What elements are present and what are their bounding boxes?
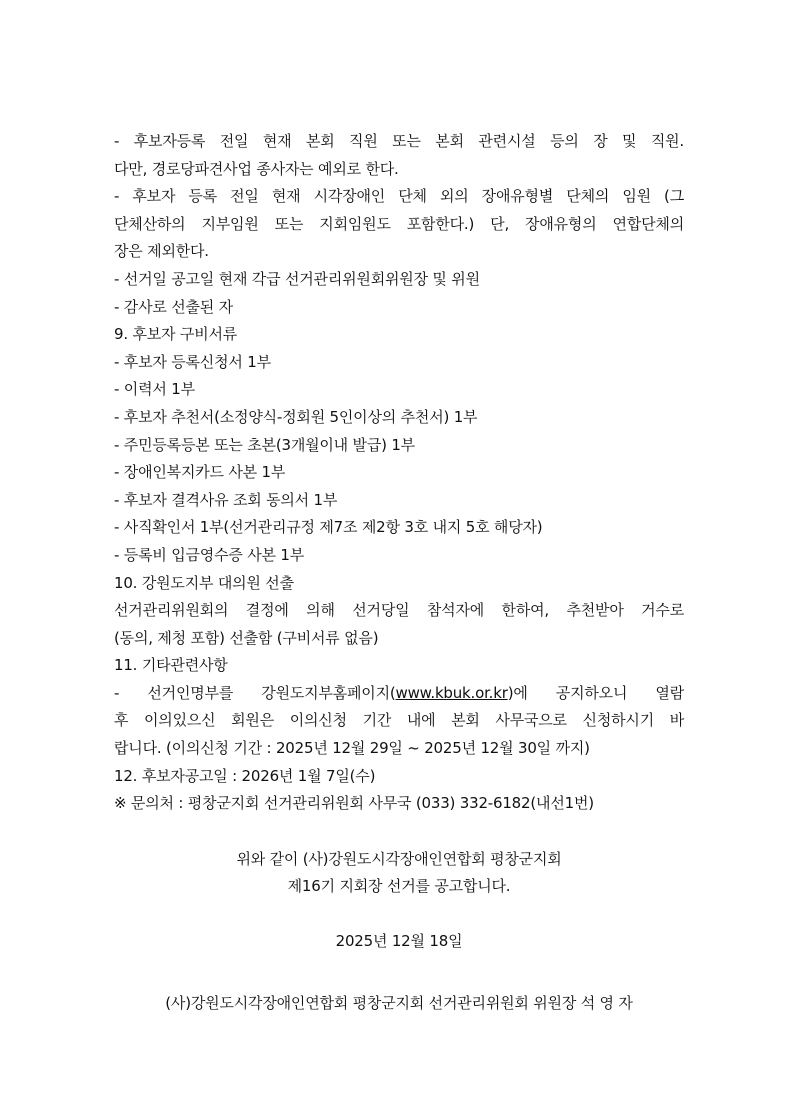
text-line: 선거관리위원회의 결정에 의해 선거당일 참석자에 한하여, 추천받아 거수로 — [114, 601, 684, 620]
text-line: 다만, 경로당파견사업 종사자는 예외로 한다. — [114, 159, 399, 178]
notice-line: 후 이의있으신 회원은 이의신청 기간 내에 본회 사무국으로 신청하시기 바 — [114, 711, 684, 730]
list-item: - 후보자 추천서(소정양식-정회원 5인이상의 추천서) 1부 — [114, 407, 478, 426]
text-line: - 후보자 등록 전일 현재 시각장애인 단체 외의 장애유형별 단체의 임원 (그 — [114, 187, 684, 206]
signature-line: (사)강원도시각장애인연합회 평창군지회 선거관리위원회 위원장 석 영 자 — [165, 993, 633, 1012]
list-item: - 후보자 등록신청서 1부 — [114, 352, 271, 371]
text-line: - 감사로 선출된 자 — [114, 297, 233, 316]
list-item: - 이력서 1부 — [114, 380, 195, 399]
text-line: 장은 제외한다. — [114, 242, 209, 261]
homepage-link[interactable]: www.kbuk.or.kr — [395, 683, 508, 702]
text-line: - 선거일 공고일 현재 각급 선거관리위원회위원장 및 위원 — [114, 269, 480, 288]
announcement-line: 위와 같이 (사)강원도시각장애인연합회 평창군지회 — [236, 849, 562, 868]
announcement-date: 2025년 12월 18일 — [335, 932, 463, 951]
text-line: - 후보자등록 전일 현재 본회 직원 또는 본회 관련시설 등의 장 및 직원. — [114, 132, 684, 150]
list-item: - 등록비 입금영수증 사본 1부 — [114, 545, 305, 564]
contact-info: ※ 문의처 : 평창군지회 선거관리위원회 사무국 (033) 332-6182(내선1번) — [114, 794, 594, 813]
list-item: - 장애인복지카드 사본 1부 — [114, 463, 286, 482]
notice-prefix: - 선거인명부를 강원도지부홈페이지( — [114, 683, 396, 702]
notice-line: 랍니다. (이의신청 기간 : 2025년 12월 29일 ~ 2025년 12월 30일 까지) — [114, 739, 590, 758]
notice-suffix: )에 공지하오니 열람 — [507, 683, 684, 702]
section-heading: 9. 후보자 구비서류 — [114, 325, 238, 344]
text-line: 단체산하의 지부임원 또는 지회임원도 포함한다.) 단, 장애유형의 연합단체의 — [114, 214, 684, 233]
list-item: - 사직확인서 1부(선거관리규정 제7조 제2항 3호 내지 5호 해당자) — [114, 518, 543, 537]
list-item: - 후보자 결격사유 조회 동의서 1부 — [114, 490, 338, 509]
list-item: - 주민등록등본 또는 초본(3개월이내 발급) 1부 — [114, 435, 415, 454]
announcement-line: 제16기 지회장 선거를 공고합니다. — [287, 877, 511, 896]
section-heading: 11. 기타관련사항 — [114, 656, 228, 675]
section-heading: 10. 강원도지부 대의원 선출 — [114, 573, 294, 592]
document-body — [114, 128, 684, 1017]
notice-line — [114, 680, 684, 708]
text-line: (동의, 제청 포함) 선출함 (구비서류 없음) — [114, 628, 379, 647]
section-heading: 12. 후보자공고일 : 2026년 1월 7일(수) — [114, 766, 376, 785]
